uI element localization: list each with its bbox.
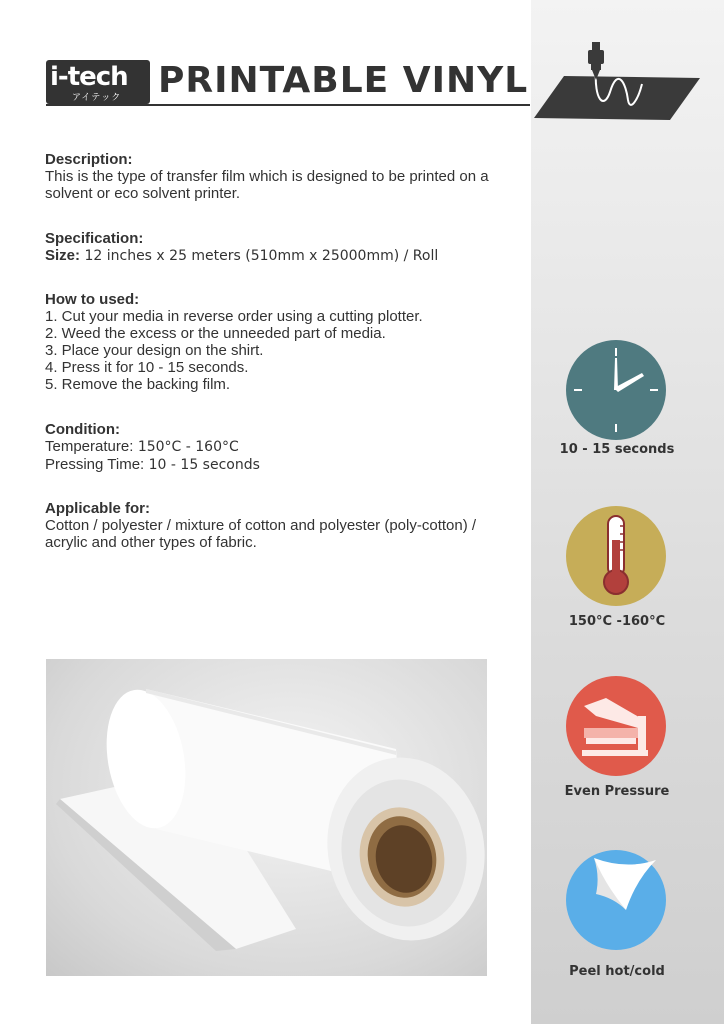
step-5: 5. Remove the backing film. (45, 376, 231, 393)
size-line (45, 247, 515, 265)
applicable-text: Cotton / polyester / mixture of cotton and polyester (poly-cotton) / acrylic and other types of fabric. (45, 517, 477, 551)
step-3: 3. Place your design on the shirt. (45, 342, 264, 359)
applicable-heading: Applicable for: (45, 500, 151, 517)
description-section (45, 151, 515, 202)
specification-section (45, 230, 515, 265)
temperature-line (45, 438, 515, 456)
specification-heading: Specification: (45, 230, 144, 247)
heat-press-icon (566, 676, 666, 776)
size-value: 12 inches x 25 meters (510mm x 25000mm) / Roll (80, 248, 439, 264)
condition-section (45, 421, 515, 474)
badge-label-temperature: 150°C -160°C (568, 614, 666, 629)
step-4: 4. Press it for 10 - 15 seconds. (45, 359, 249, 376)
description-text: This is the type of transfer film which is designed to be printed on a solvent or eco solvent printer. (45, 168, 489, 202)
pressing-label: Pressing Time: (45, 456, 145, 473)
logo-subtext: アイテック (72, 92, 122, 102)
itech-logo (46, 60, 150, 104)
description-heading: Description: (45, 151, 133, 168)
condition-heading: Condition: (45, 421, 120, 438)
step-2: 2. Weed the excess or the unneeded part of media. (45, 325, 386, 342)
page-title: PRINTABLE VINYL (158, 60, 529, 101)
size-label: Size: (45, 247, 81, 264)
badge-label-time: 10 - 15 seconds (559, 442, 675, 457)
clock-icon (566, 340, 666, 440)
how-to-heading: How to used: (45, 291, 140, 308)
vinyl-roll-illustration (46, 659, 487, 976)
pressing-value: 10 - 15 seconds (144, 457, 260, 473)
peel-icon (566, 850, 666, 950)
title-divider (46, 104, 530, 106)
thermometer-icon (566, 506, 666, 606)
temperature-label: Temperature: (45, 438, 134, 455)
how-to-section (45, 291, 515, 393)
badge-label-peel: Peel hot/cold (569, 964, 665, 979)
temperature-value: 150°C - 160°C (133, 439, 239, 455)
badge-label-pressure: Even Pressure (564, 784, 670, 799)
applicable-section (45, 500, 515, 551)
logo-text: i-tech (50, 62, 128, 92)
pressing-line (45, 456, 515, 474)
vinyl-roll-photo (46, 659, 487, 976)
cutting-plotter-icon (534, 40, 704, 122)
step-1: 1. Cut your media in reverse order using a cutting plotter. (45, 308, 423, 325)
